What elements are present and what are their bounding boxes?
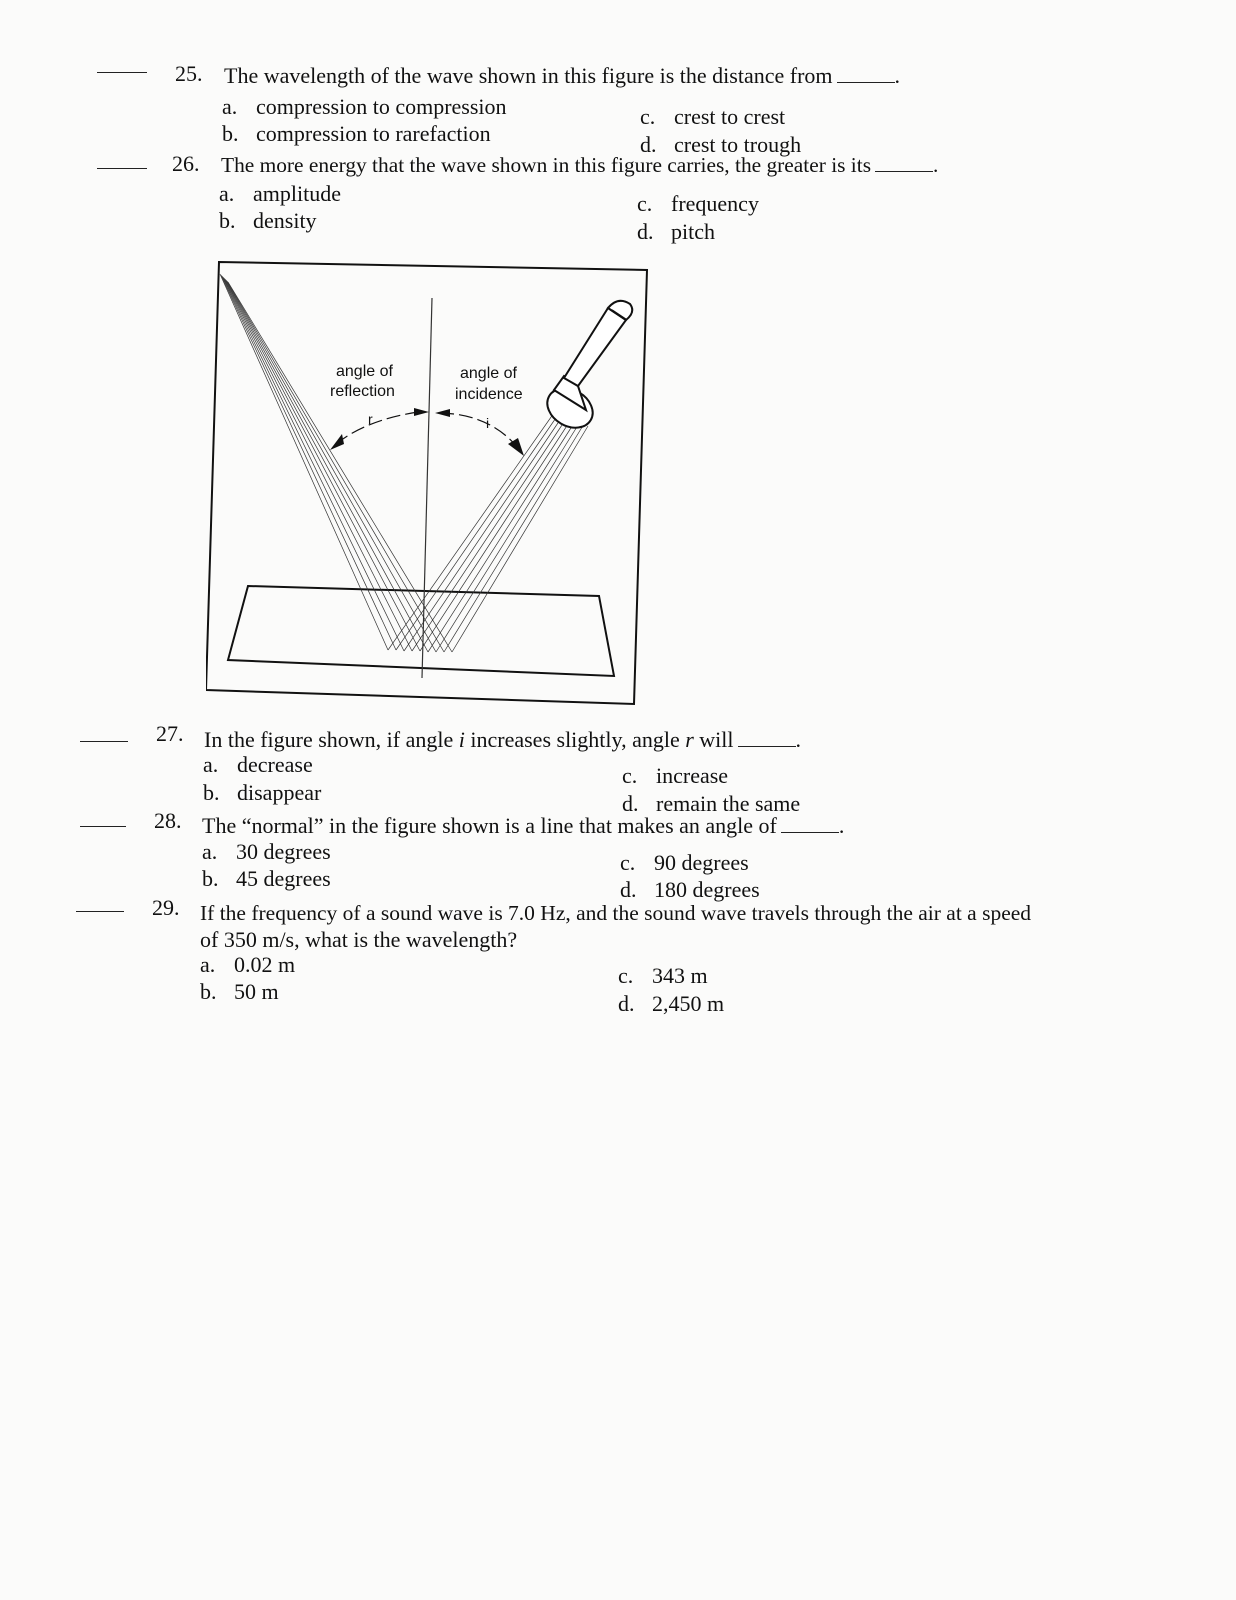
option-d: d. 180 degrees xyxy=(620,877,760,902)
incidence-angle-arc xyxy=(440,413,518,448)
option-b: b. 50 m xyxy=(200,979,279,1004)
reflection-label-line1: angle of xyxy=(336,363,393,380)
option-a: a. decrease xyxy=(203,752,313,777)
option-c: c. 90 degrees xyxy=(620,850,749,875)
reflection-label-line2: reflection xyxy=(330,383,395,400)
flashlight-icon xyxy=(540,301,632,436)
option-c: c. crest to crest xyxy=(640,104,786,129)
option-a: a. 30 degrees xyxy=(202,839,331,864)
normal-line xyxy=(422,298,432,678)
answer-blank[interactable] xyxy=(76,911,124,912)
reflection-arrowhead xyxy=(330,434,344,450)
question-stem: The “normal” in the figure shown is a line that makes an angle of . xyxy=(202,813,845,838)
question-number: 28. xyxy=(154,808,182,833)
option-c: c. 343 m xyxy=(618,963,708,988)
option-c: c. frequency xyxy=(637,191,759,216)
figure-frame xyxy=(206,262,647,704)
incidence-arrowhead xyxy=(508,438,524,456)
question-stem: The wavelength of the wave shown in this figure is the distance from . xyxy=(224,63,901,88)
option-d: d. crest to trough xyxy=(640,132,802,157)
normal-arrowhead-left xyxy=(414,408,429,416)
question-number: 25. xyxy=(175,61,203,86)
option-b: b. disappear xyxy=(203,780,322,805)
i-symbol: i xyxy=(486,415,490,431)
option-c: c. increase xyxy=(622,763,729,788)
reflection-angle-arc xyxy=(336,412,418,444)
reflection-figure xyxy=(206,258,652,706)
option-a: a. 0.02 m xyxy=(200,952,296,977)
inline-blank[interactable] xyxy=(781,814,839,833)
question-number: 26. xyxy=(172,151,200,176)
answer-blank[interactable] xyxy=(80,741,128,742)
reflected-rays xyxy=(220,274,452,652)
option-b: b. compression to rarefaction xyxy=(222,121,491,146)
question-stem: In the figure shown, if angle i increases slightly, angle r will . xyxy=(204,727,802,752)
option-d: d. pitch xyxy=(637,219,715,244)
question-number: 27. xyxy=(156,721,184,746)
answer-blank[interactable] xyxy=(97,72,147,73)
inline-blank[interactable] xyxy=(837,64,895,83)
question-stem-line2: of 350 m/s, what is the wavelength? xyxy=(200,927,518,952)
incident-rays xyxy=(388,410,588,652)
question-stem: The more energy that the wave shown in this figure carries, the greater is its . xyxy=(221,153,939,177)
option-d: d. 2,450 m xyxy=(618,991,725,1016)
normal-arrowhead-right xyxy=(435,409,450,417)
question-number: 29. xyxy=(152,895,180,920)
answer-blank[interactable] xyxy=(80,826,126,827)
incidence-label-line1: angle of xyxy=(460,365,517,382)
option-d: d. remain the same xyxy=(622,791,801,816)
answer-blank[interactable] xyxy=(97,168,147,169)
question-stem-line1: If the frequency of a sound wave is 7.0 Hz, and the sound wave travels through the air at a speed xyxy=(200,901,1032,925)
inline-blank[interactable] xyxy=(738,728,796,747)
option-b: b. density xyxy=(219,208,317,233)
incidence-label-line2: incidence xyxy=(455,386,523,403)
r-symbol: r xyxy=(368,411,373,427)
option-b: b. 45 degrees xyxy=(202,866,331,891)
inline-blank[interactable] xyxy=(875,153,933,172)
option-a: a. amplitude xyxy=(219,181,341,206)
mirror-surface xyxy=(228,586,614,676)
option-a: a. compression to compression xyxy=(222,94,507,119)
